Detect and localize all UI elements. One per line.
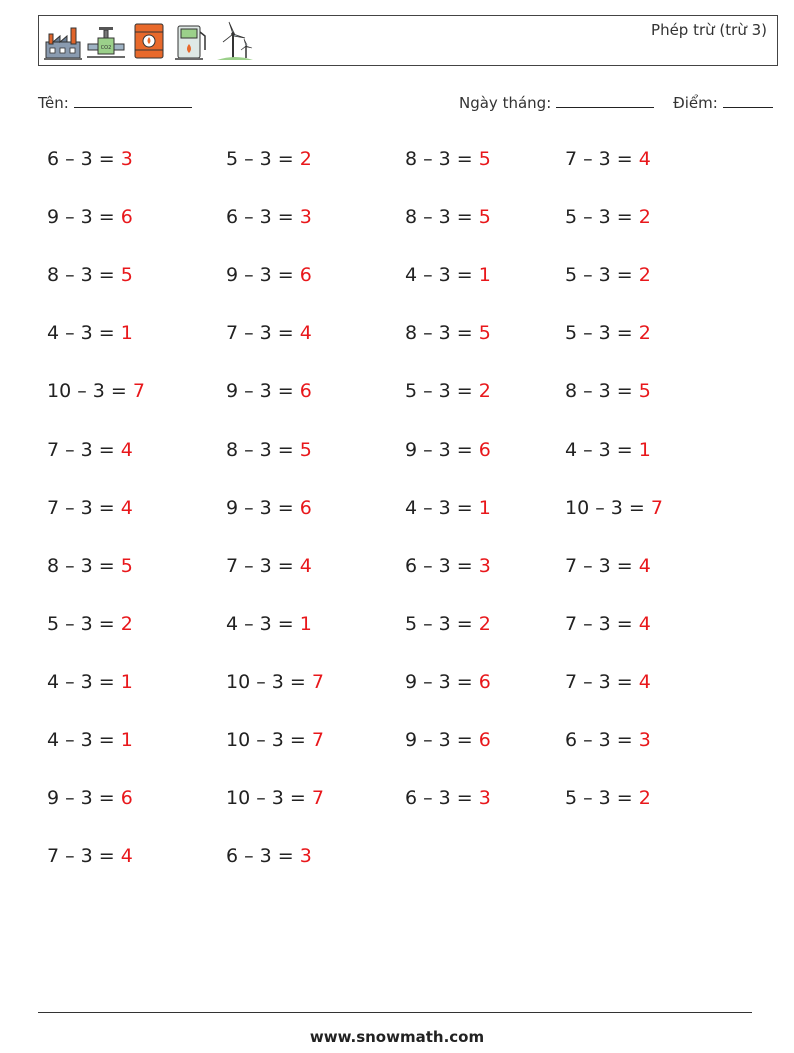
problem-answer: 1 <box>120 671 133 693</box>
problem-question: 9 – 3 = <box>226 497 300 519</box>
pipeline-valve-icon <box>86 20 126 62</box>
problem-question: 7 – 3 = <box>47 497 121 519</box>
problem-question: 10 – 3 = <box>565 497 651 519</box>
problem-question: 6 – 3 = <box>405 787 479 809</box>
problem-item <box>565 380 651 402</box>
problem-item <box>226 555 312 577</box>
problem-answer: 2 <box>478 380 491 402</box>
problem-answer: 4 <box>120 439 133 461</box>
problem-answer: 2 <box>638 206 651 228</box>
problem-question: 5 – 3 = <box>565 206 639 228</box>
problem-answer: 3 <box>478 787 491 809</box>
problem-answer: 1 <box>120 322 133 344</box>
header-icons <box>43 20 255 62</box>
problem-item <box>405 264 491 286</box>
problem-item <box>47 729 133 751</box>
problem-question: 8 – 3 = <box>226 439 300 461</box>
problem-question: 5 – 3 = <box>565 787 639 809</box>
problem-item <box>565 322 651 344</box>
problem-item <box>47 439 133 461</box>
problem-question: 9 – 3 = <box>226 264 300 286</box>
problem-question: 8 – 3 = <box>405 206 479 228</box>
problem-answer: 1 <box>299 613 312 635</box>
problem-question: 4 – 3 = <box>47 671 121 693</box>
problem-question: 7 – 3 = <box>565 613 639 635</box>
footer-divider <box>38 1012 752 1013</box>
problem-question: 7 – 3 = <box>47 439 121 461</box>
name-label: Tên: <box>38 94 69 112</box>
problem-question: 8 – 3 = <box>565 380 639 402</box>
problem-item <box>47 497 133 519</box>
problem-answer: 5 <box>299 439 312 461</box>
problem-question: 10 – 3 = <box>226 729 312 751</box>
problem-question: 7 – 3 = <box>565 555 639 577</box>
problem-item <box>565 497 663 519</box>
problem-item <box>405 787 491 809</box>
problem-question: 4 – 3 = <box>405 497 479 519</box>
date-label: Ngày tháng: <box>459 94 552 112</box>
problem-item <box>565 555 651 577</box>
header-box <box>38 15 778 66</box>
problem-question: 5 – 3 = <box>226 148 300 170</box>
problem-item <box>565 206 651 228</box>
problem-answer: 7 <box>650 497 663 519</box>
problem-item <box>226 787 324 809</box>
problem-item <box>226 264 312 286</box>
problem-answer: 2 <box>638 787 651 809</box>
problem-answer: 6 <box>299 497 312 519</box>
problem-item <box>565 671 651 693</box>
problem-item <box>405 729 491 751</box>
problem-question: 7 – 3 = <box>226 555 300 577</box>
problem-question: 8 – 3 = <box>47 555 121 577</box>
problem-answer: 4 <box>120 497 133 519</box>
problem-item <box>565 613 651 635</box>
oil-barrel-icon <box>129 20 169 62</box>
problem-item <box>405 380 491 402</box>
problem-answer: 4 <box>638 555 651 577</box>
problem-answer: 2 <box>638 322 651 344</box>
problem-item <box>226 206 312 228</box>
problem-answer: 4 <box>299 555 312 577</box>
problem-question: 4 – 3 = <box>47 729 121 751</box>
problem-question: 7 – 3 = <box>565 671 639 693</box>
problem-item <box>405 671 491 693</box>
problem-answer: 1 <box>478 497 491 519</box>
problem-item <box>405 148 491 170</box>
problem-question: 4 – 3 = <box>47 322 121 344</box>
problem-question: 8 – 3 = <box>47 264 121 286</box>
problem-question: 9 – 3 = <box>226 380 300 402</box>
factory-icon <box>43 20 83 62</box>
problem-item <box>565 148 651 170</box>
problem-question: 9 – 3 = <box>47 787 121 809</box>
problem-question: 8 – 3 = <box>405 322 479 344</box>
problem-answer: 7 <box>311 787 324 809</box>
problem-question: 10 – 3 = <box>226 787 312 809</box>
problem-answer: 6 <box>478 729 491 751</box>
problem-item <box>47 380 145 402</box>
problem-question: 7 – 3 = <box>226 322 300 344</box>
problem-question: 5 – 3 = <box>565 264 639 286</box>
problem-item <box>226 613 312 635</box>
problem-item <box>226 439 312 461</box>
problem-question: 10 – 3 = <box>47 380 133 402</box>
problem-answer: 6 <box>299 264 312 286</box>
problem-item <box>47 148 133 170</box>
problem-question: 6 – 3 = <box>405 555 479 577</box>
problem-item <box>47 264 133 286</box>
problem-item <box>405 555 491 577</box>
problem-answer: 3 <box>120 148 133 170</box>
problem-item <box>565 787 651 809</box>
problem-answer: 5 <box>120 555 133 577</box>
problem-answer: 6 <box>478 671 491 693</box>
footer-site: www.snowmath.com <box>309 1028 485 1046</box>
fuel-pump-icon <box>172 20 212 62</box>
problem-question: 4 – 3 = <box>565 439 639 461</box>
date-blank[interactable] <box>556 93 654 108</box>
problem-question: 6 – 3 = <box>226 845 300 867</box>
problem-item <box>47 787 133 809</box>
date-score-field <box>459 93 773 112</box>
problem-answer: 4 <box>299 322 312 344</box>
problem-answer: 4 <box>120 845 133 867</box>
problem-answer: 1 <box>120 729 133 751</box>
problem-item <box>47 845 133 867</box>
problem-question: 4 – 3 = <box>405 264 479 286</box>
problem-question: 9 – 3 = <box>47 206 121 228</box>
problem-answer: 3 <box>478 555 491 577</box>
problem-question: 9 – 3 = <box>405 671 479 693</box>
problem-answer: 7 <box>311 671 324 693</box>
problem-answer: 5 <box>478 322 491 344</box>
problem-answer: 6 <box>120 787 133 809</box>
problem-item <box>226 671 324 693</box>
problem-answer: 2 <box>120 613 133 635</box>
problem-item <box>47 671 133 693</box>
problem-item <box>226 497 312 519</box>
problem-item <box>47 322 133 344</box>
problem-answer: 3 <box>299 206 312 228</box>
problem-question: 5 – 3 = <box>405 613 479 635</box>
problem-answer: 5 <box>478 206 491 228</box>
score-label: Điểm: <box>673 94 718 112</box>
problem-question: 5 – 3 = <box>47 613 121 635</box>
problem-item <box>565 439 651 461</box>
problem-question: 9 – 3 = <box>405 729 479 751</box>
problem-answer: 5 <box>120 264 133 286</box>
problem-item <box>226 148 312 170</box>
problem-question: 8 – 3 = <box>405 148 479 170</box>
name-field <box>38 93 192 112</box>
problem-question: 6 – 3 = <box>47 148 121 170</box>
problem-answer: 6 <box>478 439 491 461</box>
problem-answer: 7 <box>311 729 324 751</box>
problem-item <box>405 613 491 635</box>
problem-question: 6 – 3 = <box>565 729 639 751</box>
problem-item <box>47 613 133 635</box>
problem-answer: 2 <box>299 148 312 170</box>
worksheet-title: Phép trừ (trừ 3) <box>651 21 767 39</box>
problem-answer: 3 <box>638 729 651 751</box>
problem-answer: 2 <box>638 264 651 286</box>
problem-item <box>47 555 133 577</box>
problem-answer: 6 <box>299 380 312 402</box>
problem-question: 5 – 3 = <box>405 380 479 402</box>
problem-answer: 3 <box>299 845 312 867</box>
problem-answer: 4 <box>638 671 651 693</box>
problem-question: 9 – 3 = <box>405 439 479 461</box>
problem-question: 5 – 3 = <box>565 322 639 344</box>
score-blank[interactable] <box>723 93 773 108</box>
problem-item <box>565 264 651 286</box>
problem-answer: 1 <box>478 264 491 286</box>
problem-item <box>405 439 491 461</box>
wind-turbine-icon <box>215 20 255 62</box>
problem-item <box>226 845 312 867</box>
problem-answer: 5 <box>638 380 651 402</box>
problem-question: 6 – 3 = <box>226 206 300 228</box>
problem-item <box>226 322 312 344</box>
problem-item <box>405 497 491 519</box>
problem-item <box>405 206 491 228</box>
problem-answer: 2 <box>478 613 491 635</box>
problem-answer: 4 <box>638 148 651 170</box>
problem-item <box>565 729 651 751</box>
problem-item <box>47 206 133 228</box>
svg-text:CO2: CO2 <box>100 45 112 51</box>
problem-question: 7 – 3 = <box>565 148 639 170</box>
problem-answer: 5 <box>478 148 491 170</box>
problem-item <box>226 380 312 402</box>
name-blank[interactable] <box>74 93 192 108</box>
problem-question: 7 – 3 = <box>47 845 121 867</box>
problem-question: 4 – 3 = <box>226 613 300 635</box>
problem-item <box>226 729 324 751</box>
problem-answer: 7 <box>132 380 145 402</box>
problem-answer: 1 <box>638 439 651 461</box>
problem-item <box>405 322 491 344</box>
problem-question: 10 – 3 = <box>226 671 312 693</box>
problem-answer: 6 <box>120 206 133 228</box>
problem-answer: 4 <box>638 613 651 635</box>
